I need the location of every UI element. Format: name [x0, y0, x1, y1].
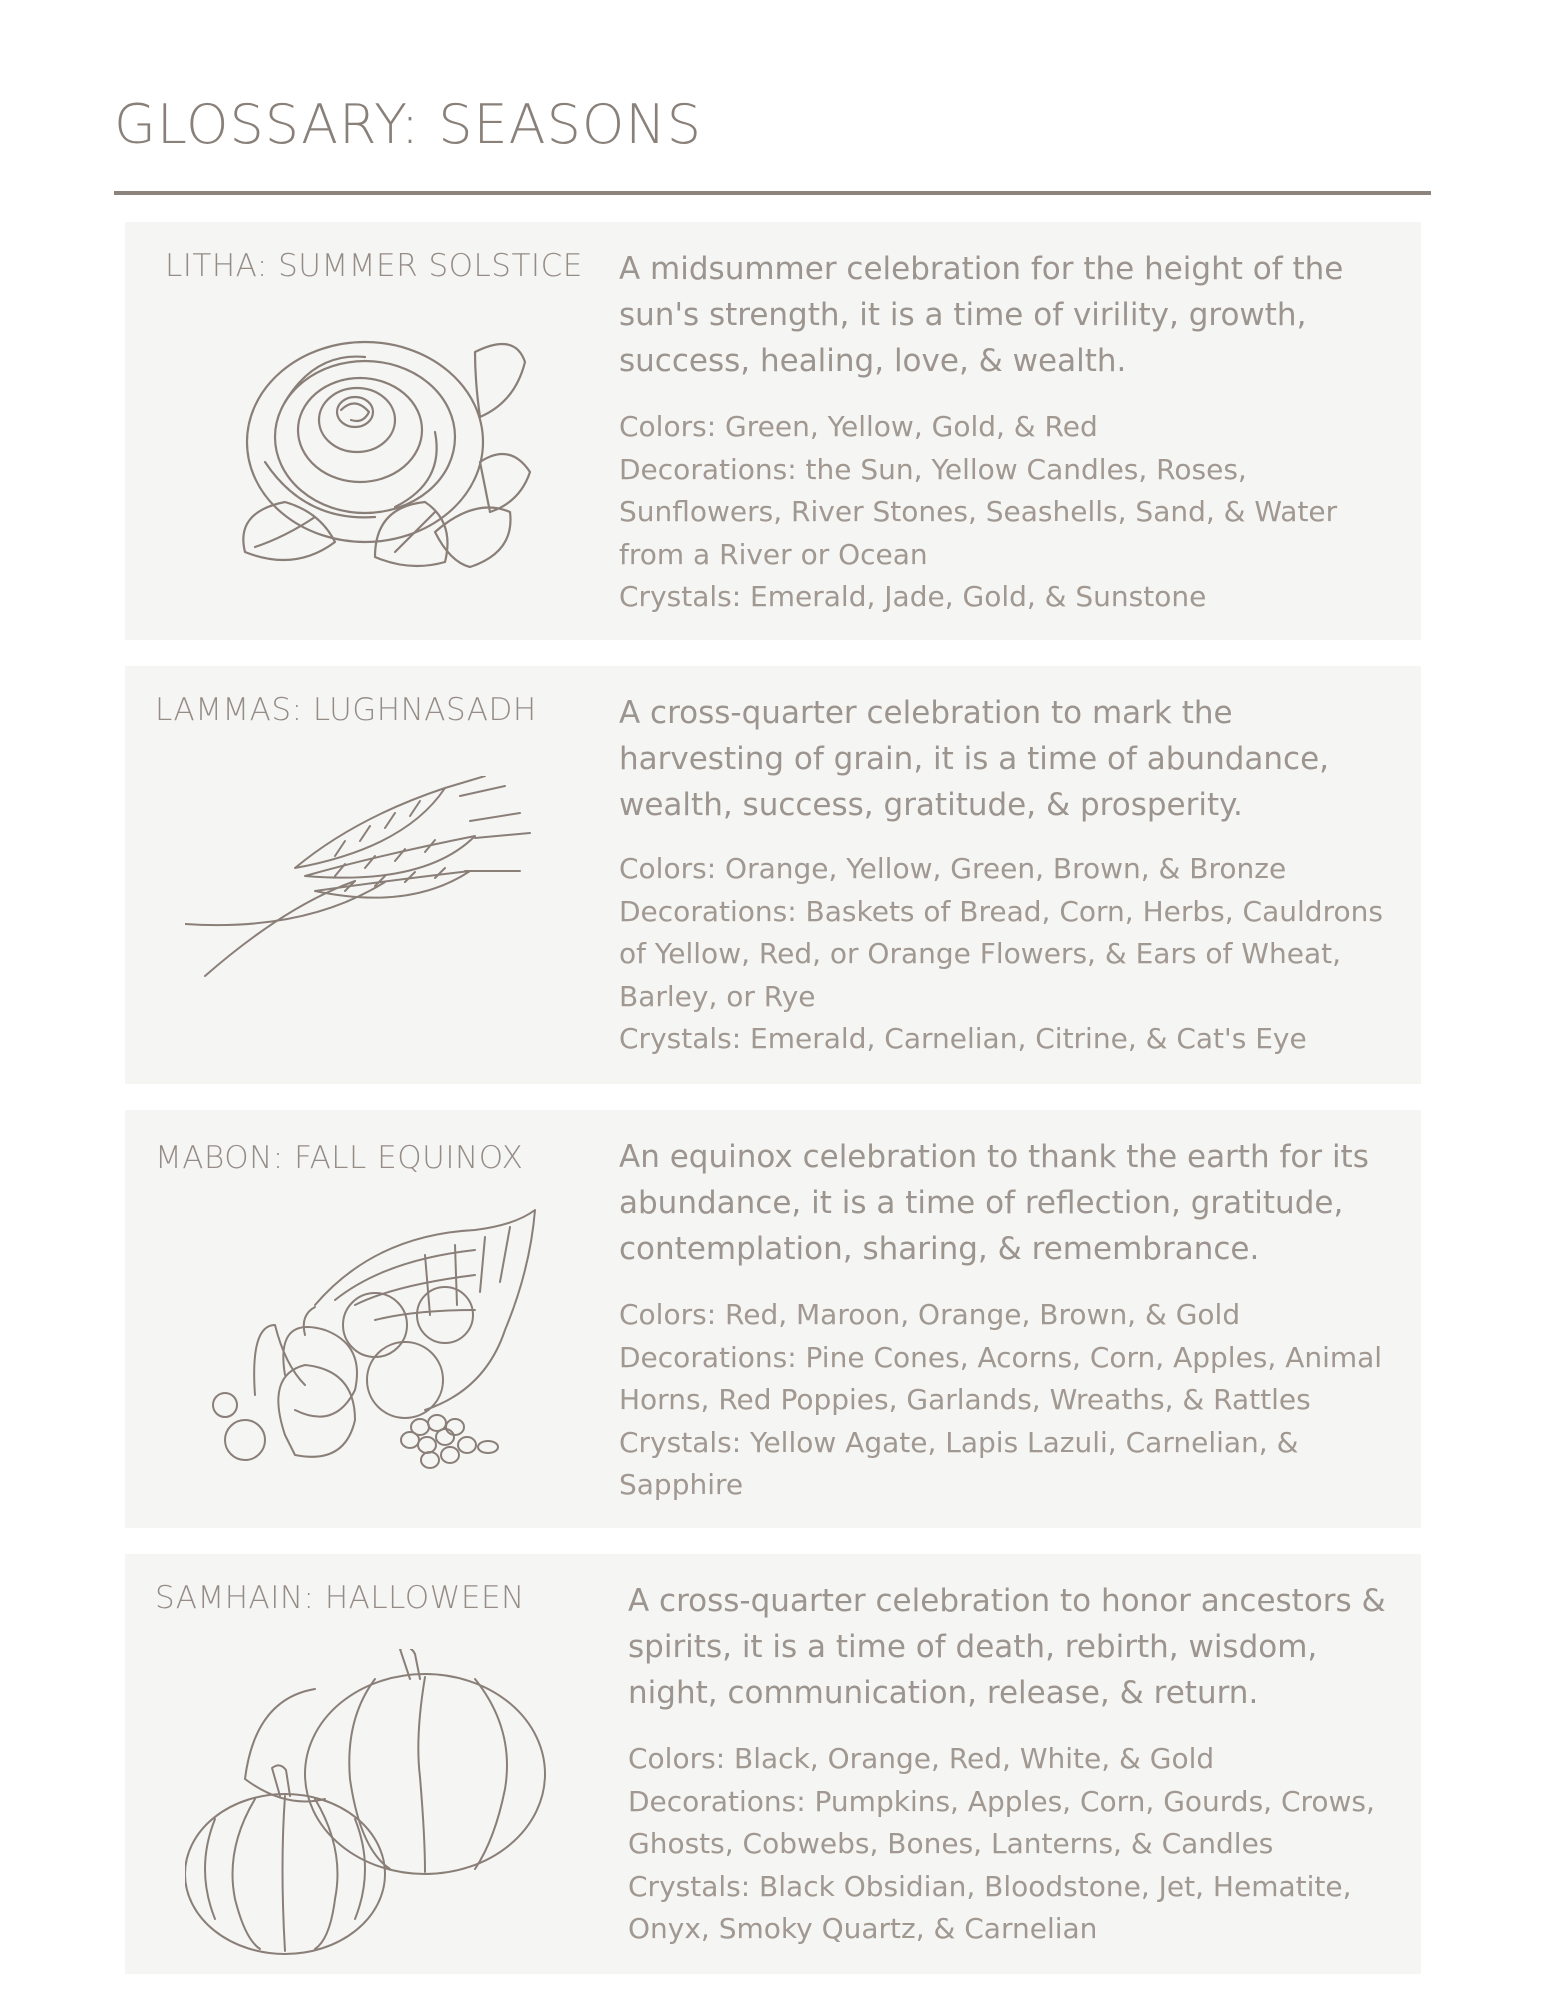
- season-description: An equinox celebration to thank the earth for its abundance, it is a time of reflection, gratitude, contemplation, sharing, & remembrance.: [619, 1139, 1369, 1267]
- cornucopia-icon: [205, 1205, 565, 1505]
- season-crystals: Crystals: Yellow Agate, Lapis Lazuli, Carnelian, & Sapphire: [619, 1425, 1308, 1501]
- title-divider: [114, 191, 1431, 195]
- season-card-samhain: [125, 1554, 1421, 1974]
- season-title: LAMMAS: LUGHNASADH: [155, 692, 537, 728]
- season-decorations: Decorations: the Sun, Yellow Candles, Roses, Sunflowers, River Stones, Seashells, Sand, & Water from a River or Ocean: [619, 452, 1347, 571]
- season-title: MABON: FALL EQUINOX: [155, 1140, 524, 1176]
- season-description: A cross-quarter celebration to honor ancestors & spirits, it is a time of death, rebirth, wisdom, night, communication, release, & return.: [628, 1583, 1386, 1711]
- season-crystals: Crystals: Emerald, Carnelian, Citrine, & Cat's Eye: [619, 1022, 1307, 1055]
- season-description: A midsummer celebration for the height of the sun's strength, it is a time of virility, growth, success, healing, love, & wealth.: [619, 251, 1344, 379]
- page-title: GLOSSARY: SEASONS: [114, 93, 703, 156]
- season-crystals: Crystals: Black Obsidian, Bloodstone, Jet, Hematite, Onyx, Smoky Quartz, & Carnelian: [628, 1869, 1361, 1945]
- season-crystals: Crystals: Emerald, Jade, Gold, & Sunstone: [619, 580, 1207, 613]
- season-details: [628, 1738, 1408, 1951]
- season-details: [619, 406, 1399, 619]
- season-colors: Colors: Black, Orange, Red, White, & Gold: [628, 1742, 1215, 1775]
- season-title: LITHA: SUMMER SOLSTICE: [165, 248, 583, 284]
- season-decorations: Decorations: Pumpkins, Apples, Corn, Gourds, Crows, Ghosts, Cobwebs, Bones, Lanterns, & Candles: [628, 1784, 1384, 1860]
- season-card-lammas: [125, 666, 1421, 1084]
- season-title: SAMHAIN: HALLOWEEN: [155, 1580, 525, 1616]
- wheat-icon: [185, 776, 565, 986]
- season-decorations: Decorations: Baskets of Bread, Corn, Herbs, Cauldrons of Yellow, Red, or Orange Flowers, & Ears of Wheat, Barley, or Rye: [619, 894, 1392, 1013]
- season-card-mabon: [125, 1110, 1421, 1528]
- season-card-litha: [125, 222, 1421, 640]
- season-details: [619, 848, 1399, 1061]
- season-colors: Colors: Orange, Yellow, Green, Brown, & Bronze: [619, 852, 1287, 885]
- rose-icon: [225, 312, 535, 612]
- season-description: A cross-quarter celebration to mark the harvesting of grain, it is a time of abundance, wealth, success, gratitude, & prosperity.: [619, 695, 1330, 823]
- season-colors: Colors: Red, Maroon, Orange, Brown, & Gold: [619, 1298, 1241, 1331]
- season-colors: Colors: Green, Yellow, Gold, & Red: [619, 410, 1098, 443]
- season-details: [619, 1294, 1399, 1507]
- season-decorations: Decorations: Pine Cones, Acorns, Corn, Apples, Animal Horns, Red Poppies, Garlands, Wreaths, & Rattles: [619, 1340, 1391, 1416]
- pumpkin-icon: [185, 1649, 555, 1959]
